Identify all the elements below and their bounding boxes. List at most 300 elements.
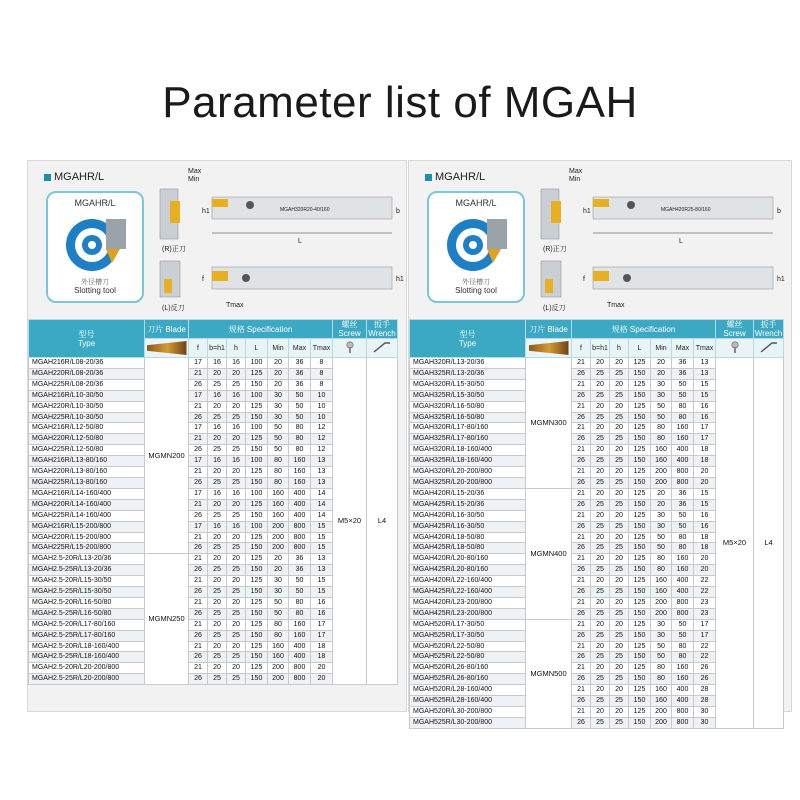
- spec-cell: 25: [591, 543, 610, 554]
- spec-subheader: Min: [651, 339, 672, 358]
- spec-cell: 20: [268, 358, 289, 369]
- table-row: [29, 358, 398, 369]
- spec-cell: 200: [651, 608, 672, 619]
- spec-cell: 16: [227, 456, 246, 467]
- spec-cell: 21: [189, 597, 208, 608]
- spec-cell: 20: [610, 532, 629, 543]
- model-cell: MGAH520R/L28-160/400: [410, 685, 526, 696]
- spec-cell: 26: [189, 445, 208, 456]
- spec-cell: 25: [591, 674, 610, 685]
- spec-cell: 20: [208, 467, 227, 478]
- spec-cell: 400: [672, 587, 694, 598]
- spec-cell: 21: [189, 368, 208, 379]
- spec-cell: 25: [591, 717, 610, 728]
- spec-cell: 14: [311, 499, 333, 510]
- screw-icon: [344, 341, 356, 353]
- spec-cell: 26: [189, 543, 208, 554]
- blade-insert-icon: [529, 341, 569, 355]
- spec-cell: 21: [572, 510, 591, 521]
- blade-cell: MGMN500: [526, 619, 572, 728]
- spec-cell: 80: [672, 532, 694, 543]
- spec-cell: 25: [610, 630, 629, 641]
- spec-cell: 21: [572, 532, 591, 543]
- diagram-left-label: (L)反刀: [162, 305, 185, 312]
- model-cell: MGAH325R/L20-200/800: [410, 477, 526, 488]
- spec-cell: 21: [189, 663, 208, 674]
- spec-cell: 125: [246, 576, 268, 587]
- model-cell: MGAH420R/L15-20/36: [410, 488, 526, 499]
- spec-cell: 800: [672, 477, 694, 488]
- spec-cell: 25: [227, 412, 246, 423]
- spec-cell: 17: [311, 630, 333, 641]
- spec-cell: 150: [629, 717, 651, 728]
- model-cell: MGAH325R/L15-30/50: [410, 390, 526, 401]
- spec-cell: 30: [651, 630, 672, 641]
- spec-cell: 20: [591, 358, 610, 369]
- spec-cell: 13: [694, 358, 716, 369]
- spec-cell: 25: [591, 587, 610, 598]
- spec-cell: 160: [268, 641, 289, 652]
- spec-cell: 25: [208, 674, 227, 685]
- spec-cell: 25: [591, 477, 610, 488]
- spec-subheader: b=h1: [208, 339, 227, 358]
- spec-cell: 17: [694, 434, 716, 445]
- spec-cell: 25: [208, 412, 227, 423]
- spec-cell: 25: [227, 565, 246, 576]
- spec-subheader: f: [572, 339, 591, 358]
- spec-cell: 125: [629, 423, 651, 434]
- diagram-b-label: b: [777, 208, 781, 215]
- spec-cell: 20: [591, 467, 610, 478]
- blade-cell: MGMN400: [526, 488, 572, 619]
- spec-cell: 20: [591, 663, 610, 674]
- tool-icon-caption-cn: 外径槽刀: [81, 279, 109, 286]
- blade-insert-icon: [147, 341, 187, 355]
- spec-cell: 80: [268, 619, 289, 630]
- spec-cell: 26: [694, 663, 716, 674]
- spec-cell: 16: [311, 608, 333, 619]
- spec-cell: 17: [189, 358, 208, 369]
- spec-cell: 160: [672, 423, 694, 434]
- spec-cell: 20: [610, 401, 629, 412]
- spec-cell: 400: [289, 652, 311, 663]
- spec-cell: 20: [227, 499, 246, 510]
- spec-cell: 125: [246, 619, 268, 630]
- spec-cell: 20: [208, 554, 227, 565]
- spec-cell: 26: [572, 412, 591, 423]
- spec-cell: 80: [672, 401, 694, 412]
- spec-cell: 150: [246, 587, 268, 598]
- spec-cell: 26: [189, 510, 208, 521]
- spec-cell: 25: [610, 565, 629, 576]
- model-cell: MGAH520R/L17-30/50: [410, 619, 526, 630]
- spec-cell: 25: [610, 477, 629, 488]
- spec-cell: 20: [591, 641, 610, 652]
- tool-dimension-diagram: [150, 167, 404, 317]
- spec-cell: 25: [208, 652, 227, 663]
- spec-cell: 13: [311, 467, 333, 478]
- model-cell: MGAH216R/L10-30/50: [29, 390, 145, 401]
- spec-cell: 26: [572, 674, 591, 685]
- spec-cell: 21: [189, 641, 208, 652]
- spec-cell: 15: [311, 587, 333, 598]
- spec-cell: 150: [246, 543, 268, 554]
- model-cell: MGAH520R/L30-200/800: [410, 707, 526, 718]
- spec-cell: 800: [289, 521, 311, 532]
- model-cell: MGAH320R/L15-30/50: [410, 379, 526, 390]
- spec-cell: 150: [629, 390, 651, 401]
- model-cell: MGAH2.5-20R/L17-80/160: [29, 619, 145, 630]
- spec-cell: 21: [189, 619, 208, 630]
- diagram-h1-label: h1: [583, 208, 591, 215]
- specification-header: 规格 Specification: [189, 320, 333, 339]
- spec-cell: 50: [651, 641, 672, 652]
- spec-cell: 30: [268, 412, 289, 423]
- spec-cell: 36: [289, 358, 311, 369]
- spec-cell: 125: [629, 445, 651, 456]
- spec-cell: 20: [610, 510, 629, 521]
- spec-cell: 125: [629, 554, 651, 565]
- spec-cell: 30: [651, 390, 672, 401]
- spec-cell: 16: [208, 423, 227, 434]
- spec-cell: 20: [694, 477, 716, 488]
- screw-icon: [729, 341, 741, 353]
- spec-cell: 150: [629, 652, 651, 663]
- spec-cell: 20: [227, 641, 246, 652]
- spec-cell: 800: [289, 532, 311, 543]
- model-cell: MGAH320R/L20-200/800: [410, 467, 526, 478]
- spec-cell: 50: [268, 423, 289, 434]
- screw-cell: M5×20: [333, 358, 367, 685]
- spec-cell: 125: [629, 597, 651, 608]
- spec-cell: 160: [268, 488, 289, 499]
- spec-cell: 13: [311, 456, 333, 467]
- screw-header-cn: 螺丝: [726, 320, 743, 329]
- table-row: [410, 358, 784, 369]
- spec-cell: 20: [591, 423, 610, 434]
- spec-cell: 20: [694, 554, 716, 565]
- spec-cell: 8: [311, 358, 333, 369]
- spec-cell: 26: [572, 565, 591, 576]
- model-cell: MGAH225R/L08-20/36: [29, 379, 145, 390]
- wrench-cell: L4: [367, 358, 398, 685]
- spec-cell: 125: [246, 554, 268, 565]
- spec-cell: 26: [189, 652, 208, 663]
- spec-cell: 26: [572, 521, 591, 532]
- spec-cell: 800: [672, 597, 694, 608]
- spec-cell: 20: [208, 641, 227, 652]
- spec-cell: 25: [591, 499, 610, 510]
- wrench-header-cn: 扳手: [760, 320, 777, 329]
- spec-cell: 25: [610, 717, 629, 728]
- spec-cell: 200: [651, 597, 672, 608]
- blade-cell: MGMN300: [526, 358, 572, 489]
- diagram-insert-text: MGAH420R25-80/160: [661, 207, 711, 213]
- spec-cell: 12: [311, 423, 333, 434]
- model-cell: MGAH216R/L15-200/800: [29, 521, 145, 532]
- spec-cell: 20: [651, 488, 672, 499]
- spec-cell: 25: [610, 674, 629, 685]
- spec-cell: 25: [227, 674, 246, 685]
- spec-cell: 16: [208, 456, 227, 467]
- spec-cell: 160: [289, 630, 311, 641]
- spec-cell: 80: [289, 445, 311, 456]
- spec-cell: 21: [572, 641, 591, 652]
- spec-cell: 26: [189, 587, 208, 598]
- spec-cell: 125: [629, 488, 651, 499]
- spec-cell: 400: [672, 696, 694, 707]
- spec-cell: 25: [227, 608, 246, 619]
- diagram-right-label: (R)正刀: [543, 246, 567, 253]
- spec-cell: 21: [572, 401, 591, 412]
- spec-cell: 25: [208, 510, 227, 521]
- spec-cell: 26: [572, 456, 591, 467]
- diagram-l-label: L: [298, 238, 302, 245]
- spec-cell: 125: [629, 641, 651, 652]
- spec-cell: 26: [572, 368, 591, 379]
- spec-cell: 26: [189, 379, 208, 390]
- spec-cell: 30: [694, 707, 716, 718]
- spec-cell: 20: [591, 401, 610, 412]
- page-title: Parameter list of MGAH: [162, 78, 638, 127]
- spec-cell: 125: [629, 576, 651, 587]
- spec-cell: 26: [572, 477, 591, 488]
- spec-cell: 800: [289, 663, 311, 674]
- spec-cell: 400: [289, 641, 311, 652]
- spec-cell: 150: [246, 445, 268, 456]
- spec-cell: 125: [246, 499, 268, 510]
- spec-cell: 15: [311, 576, 333, 587]
- spec-cell: 25: [227, 379, 246, 390]
- spec-cell: 25: [591, 630, 610, 641]
- spec-cell: 36: [289, 368, 311, 379]
- spec-cell: 20: [227, 663, 246, 674]
- wrench-header-cn: 扳手: [374, 320, 390, 329]
- spec-cell: 26: [572, 587, 591, 598]
- spec-cell: 18: [694, 543, 716, 554]
- spec-cell: 36: [672, 488, 694, 499]
- model-cell: MGAH520R/L22-50/80: [410, 641, 526, 652]
- spec-cell: 26: [572, 696, 591, 707]
- spec-cell: 800: [672, 467, 694, 478]
- spec-cell: 26: [572, 630, 591, 641]
- spec-cell: 25: [591, 696, 610, 707]
- spec-cell: 17: [311, 619, 333, 630]
- spec-subheader: Min: [268, 339, 289, 358]
- spec-cell: 25: [610, 434, 629, 445]
- spec-cell: 26: [189, 412, 208, 423]
- spec-cell: 13: [694, 368, 716, 379]
- spec-cell: 160: [672, 554, 694, 565]
- spec-subheader: Max: [672, 339, 694, 358]
- spec-cell: 80: [651, 565, 672, 576]
- spec-cell: 26: [572, 717, 591, 728]
- spec-cell: 25: [610, 456, 629, 467]
- parameter-table-right: [409, 319, 784, 729]
- spec-cell: 26: [572, 499, 591, 510]
- spec-cell: 160: [672, 663, 694, 674]
- spec-cell: 21: [572, 423, 591, 434]
- spec-cell: 50: [672, 379, 694, 390]
- tool-icon-label: MGAHR/L: [455, 198, 497, 208]
- spec-cell: 17: [694, 630, 716, 641]
- spec-cell: 25: [591, 368, 610, 379]
- panel-header-label: MGAHR/L: [54, 171, 105, 183]
- spec-cell: 18: [311, 652, 333, 663]
- spec-cell: 20: [268, 368, 289, 379]
- spec-cell: 13: [311, 554, 333, 565]
- spec-cell: 160: [651, 445, 672, 456]
- spec-cell: 17: [189, 390, 208, 401]
- diagram-f-label: f: [583, 276, 585, 283]
- spec-cell: 25: [208, 565, 227, 576]
- square-bullet-icon: [425, 174, 432, 181]
- spec-cell: 25: [610, 587, 629, 598]
- spec-cell: 26: [572, 652, 591, 663]
- screw-icon-cell: [716, 339, 754, 358]
- spec-cell: 25: [227, 543, 246, 554]
- spec-cell: 18: [694, 456, 716, 467]
- spec-cell: 26: [189, 565, 208, 576]
- spec-cell: 160: [289, 467, 311, 478]
- spec-cell: 20: [227, 467, 246, 478]
- blade-image-cell: [145, 339, 189, 358]
- type-header-cn: 型号: [78, 329, 95, 339]
- spec-cell: 20: [268, 554, 289, 565]
- spec-cell: 125: [629, 707, 651, 718]
- square-bullet-icon: [44, 174, 51, 181]
- diagram-insert-text: MGAH320R20-40/160: [280, 207, 330, 213]
- spec-cell: 25: [610, 412, 629, 423]
- spec-cell: 23: [694, 608, 716, 619]
- diagram-b-label: b: [396, 208, 400, 215]
- screw-cell: M5×20: [716, 358, 754, 729]
- spec-cell: 26: [572, 543, 591, 554]
- spec-cell: 36: [289, 565, 311, 576]
- model-cell: MGAH425R/L20-80/160: [410, 565, 526, 576]
- spec-cell: 30: [268, 576, 289, 587]
- model-cell: MGAH220R/L10-30/50: [29, 401, 145, 412]
- spec-cell: 20: [610, 554, 629, 565]
- blade-image-cell: [526, 339, 572, 358]
- spec-cell: 150: [246, 412, 268, 423]
- diagram-min-label: Min: [569, 176, 581, 183]
- spec-cell: 150: [246, 565, 268, 576]
- model-cell: MGAH325R/L16-50/80: [410, 412, 526, 423]
- spec-cell: 20: [651, 358, 672, 369]
- spec-cell: 20: [610, 707, 629, 718]
- spec-cell: 50: [289, 412, 311, 423]
- model-cell: MGAH525R/L26-80/160: [410, 674, 526, 685]
- wrench-header-en: Wrench: [754, 329, 783, 338]
- spec-cell: 25: [610, 499, 629, 510]
- diagram-f-label: f: [202, 276, 204, 283]
- spec-cell: 50: [651, 412, 672, 423]
- spec-cell: 400: [672, 685, 694, 696]
- spec-cell: 13: [311, 477, 333, 488]
- spec-cell: 15: [311, 543, 333, 554]
- model-cell: MGAH216R/L14-160/400: [29, 488, 145, 499]
- model-cell: MGAH2.5-20R/L18-160/400: [29, 641, 145, 652]
- spec-cell: 20: [208, 368, 227, 379]
- spec-cell: 20: [268, 379, 289, 390]
- spec-cell: 160: [289, 477, 311, 488]
- spec-cell: 17: [694, 423, 716, 434]
- spec-cell: 21: [572, 597, 591, 608]
- spec-cell: 16: [227, 521, 246, 532]
- spec-cell: 25: [591, 456, 610, 467]
- spec-cell: 25: [610, 390, 629, 401]
- spec-cell: 80: [268, 456, 289, 467]
- model-cell: MGAH420R/L23-200/800: [410, 597, 526, 608]
- spec-cell: 160: [672, 565, 694, 576]
- spec-cell: 17: [189, 456, 208, 467]
- spec-cell: 18: [694, 532, 716, 543]
- spec-cell: 20: [227, 401, 246, 412]
- panel-header: [44, 171, 104, 183]
- spec-cell: 800: [289, 543, 311, 554]
- spec-cell: 25: [227, 445, 246, 456]
- model-cell: MGAH325R/L13-20/36: [410, 368, 526, 379]
- model-cell: MGAH216R/L08-20/36: [29, 358, 145, 369]
- spec-cell: 25: [591, 434, 610, 445]
- spec-cell: 50: [672, 510, 694, 521]
- spec-cell: 21: [189, 467, 208, 478]
- model-cell: MGAH525R/L17-30/50: [410, 630, 526, 641]
- wrench-header: [367, 320, 398, 339]
- diagram-min-label: Min: [188, 176, 200, 183]
- spec-cell: 14: [311, 488, 333, 499]
- spec-cell: 25: [208, 587, 227, 598]
- diagram-l-label: L: [679, 238, 683, 245]
- spec-cell: 25: [591, 412, 610, 423]
- spec-cell: 30: [651, 521, 672, 532]
- screw-header: [333, 320, 367, 339]
- spec-cell: 150: [629, 587, 651, 598]
- spec-subheader: Tmax: [311, 339, 333, 358]
- spec-cell: 16: [227, 488, 246, 499]
- type-header-en: Type: [77, 338, 96, 348]
- model-cell: MGAH320R/L16-50/80: [410, 401, 526, 412]
- spec-cell: 50: [289, 576, 311, 587]
- spec-cell: 50: [651, 652, 672, 663]
- spec-cell: 21: [572, 488, 591, 499]
- spec-cell: 30: [694, 717, 716, 728]
- type-header: [410, 320, 526, 358]
- spec-subheader: Max: [289, 339, 311, 358]
- spec-cell: 25: [610, 543, 629, 554]
- model-cell: MGAH2.5-20R/L13-20/36: [29, 554, 145, 565]
- spec-cell: 160: [268, 652, 289, 663]
- spec-cell: 22: [694, 587, 716, 598]
- spec-cell: 18: [694, 445, 716, 456]
- spec-cell: 50: [672, 521, 694, 532]
- spec-cell: 50: [268, 434, 289, 445]
- spec-cell: 15: [694, 379, 716, 390]
- spec-cell: 21: [572, 379, 591, 390]
- spec-cell: 21: [572, 358, 591, 369]
- spec-subheader: L: [629, 339, 651, 358]
- spec-cell: 800: [672, 717, 694, 728]
- spec-cell: 100: [246, 423, 268, 434]
- model-cell: MGAH2.5-25R/L15-30/50: [29, 587, 145, 598]
- spec-cell: 125: [246, 401, 268, 412]
- spec-cell: 20: [208, 401, 227, 412]
- spec-cell: 200: [651, 707, 672, 718]
- diagram-tmax-label: Tmax: [226, 302, 244, 309]
- spec-cell: 20: [208, 434, 227, 445]
- spec-cell: 125: [629, 358, 651, 369]
